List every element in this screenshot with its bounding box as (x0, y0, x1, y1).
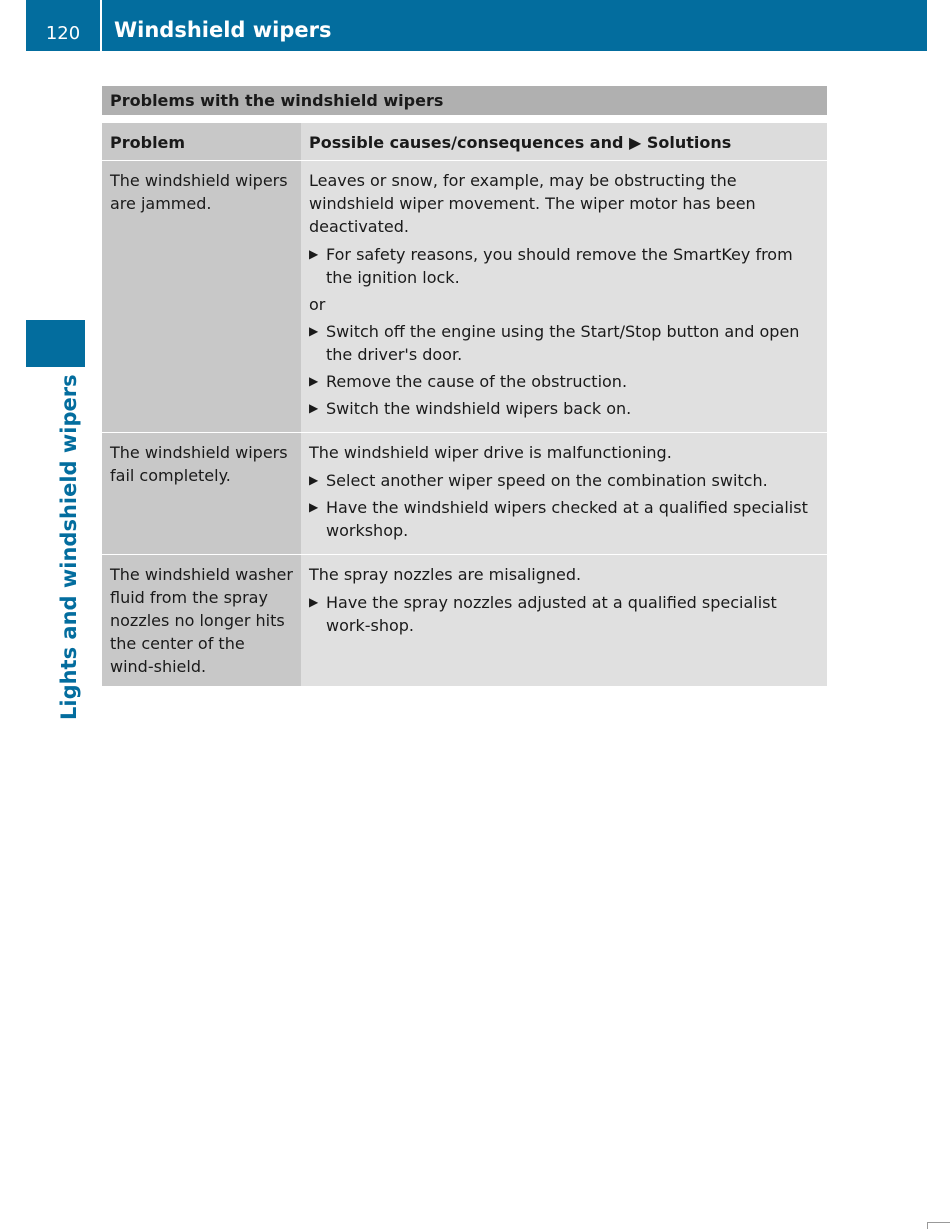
step-arrow-icon: ▶ (309, 247, 319, 261)
page-corner-mark (927, 1222, 950, 1229)
step-arrow-icon: ▶ (309, 374, 319, 388)
step-text: Have the windshield wipers checked at a qualified specialist workshop. (326, 498, 808, 540)
table-caption: Problems with the windshield wipers (102, 86, 827, 115)
solution-cell (301, 161, 827, 432)
problem-cell: The windshield wipers fail completely. (102, 433, 301, 554)
step-arrow-icon: ▶ (309, 500, 319, 514)
header-problem: Problem (102, 123, 301, 160)
solution-step (309, 243, 819, 289)
header-solutions-suffix: Solutions (646, 133, 732, 152)
side-tab-marker (26, 320, 85, 367)
cause-text: Leaves or snow, for example, may be obstructing the windshield wiper movement. The wiper motor has been deactivated. (309, 171, 756, 236)
cause-text: The windshield wiper drive is malfunctioning. (309, 443, 672, 462)
table-header-row (102, 123, 827, 161)
solution-cell (301, 433, 827, 554)
step-arrow-icon: ▶ (309, 324, 319, 338)
header-solutions (301, 123, 827, 160)
or-text: or (309, 295, 326, 314)
step-text: Have the spray nozzles adjusted at a qualified specialist work-shop. (326, 593, 777, 635)
step-text: Remove the cause of the obstruction. (326, 372, 628, 391)
side-tab-label: Lights and windshield wipers (57, 374, 81, 720)
cause-text: The spray nozzles are misaligned. (309, 565, 582, 584)
step-arrow-icon: ▶ (309, 401, 319, 415)
solution-step (309, 591, 819, 637)
problem-cell: The windshield washer fluid from the spray nozzles no longer hits the center of the wind-shield. (102, 555, 301, 686)
table-row (102, 555, 827, 687)
troubleshooting-table (102, 86, 827, 687)
solution-step (309, 397, 819, 420)
header-solutions-prefix: Possible causes/consequences and (309, 133, 624, 152)
problem-cell: The windshield wipers are jammed. (102, 161, 301, 432)
solution-step (309, 496, 819, 542)
step-text: For safety reasons, you should remove the SmartKey from the ignition lock. (326, 245, 793, 287)
solution-step (309, 469, 819, 492)
table-row (102, 433, 827, 555)
step-arrow-icon: ▶ (309, 473, 319, 487)
solution-cell (301, 555, 827, 686)
arrow-icon: ▶ (629, 133, 642, 152)
solution-step (309, 370, 819, 393)
step-arrow-icon: ▶ (309, 595, 319, 609)
step-text: Switch off the engine using the Start/Stop button and open the driver's door. (326, 322, 800, 364)
table-row (102, 161, 827, 433)
section-title: Windshield wipers (114, 18, 332, 42)
table-gap (102, 115, 827, 123)
step-text: Select another wiper speed on the combination switch. (326, 471, 768, 490)
step-text: Switch the windshield wipers back on. (326, 399, 632, 418)
solution-step (309, 320, 819, 366)
page-number: 120 (45, 23, 81, 44)
header-divider (100, 0, 102, 51)
